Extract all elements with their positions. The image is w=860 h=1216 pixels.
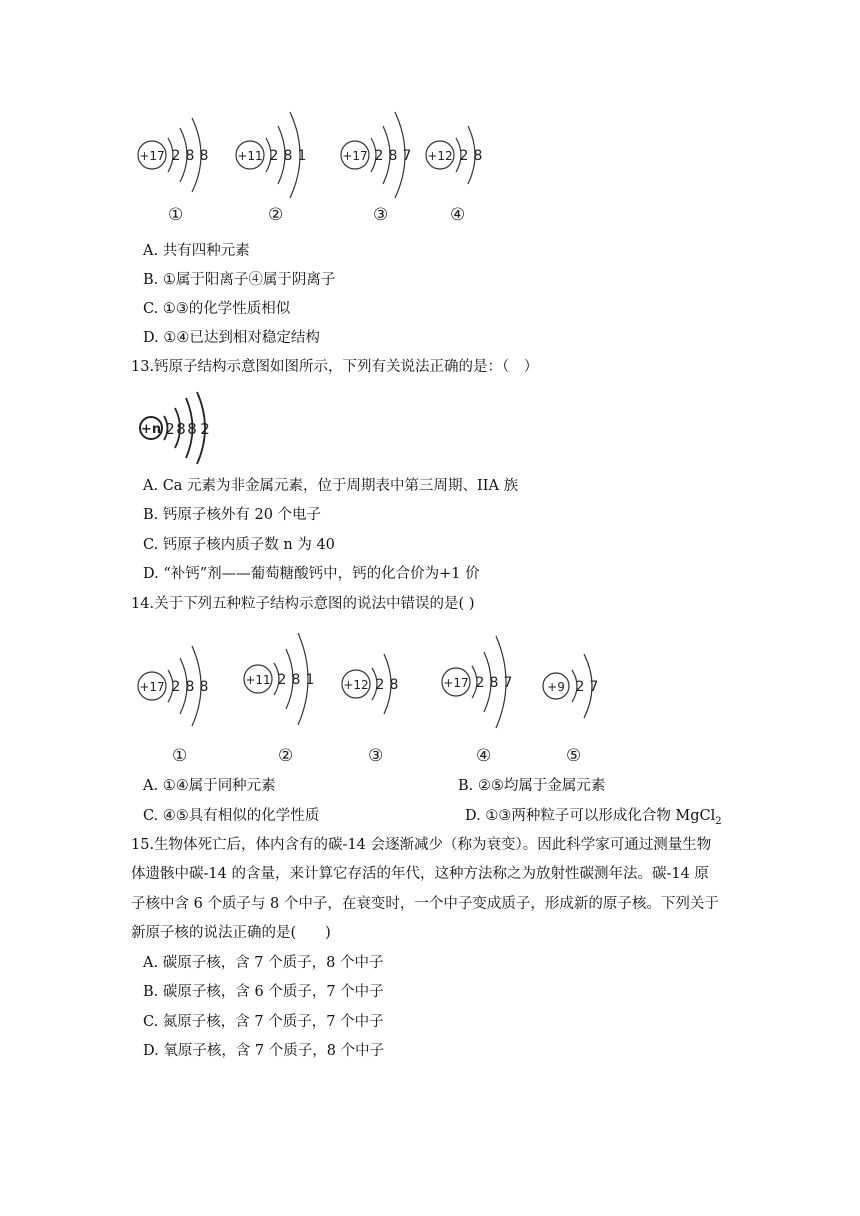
- svg-text:2: 2: [375, 677, 385, 693]
- q14-label-4: ④: [476, 746, 492, 766]
- svg-text:2: 2: [575, 679, 585, 695]
- q13-stem: 13.钙原子结构示意图如图所示，下列有关说法正确的是：（ ）: [131, 359, 539, 375]
- q15-option-c: C. 氮原子核，含 7 个质子，7 个中子: [143, 1014, 384, 1030]
- q12-option-c: C. ①③的化学性质相似: [143, 301, 291, 317]
- svg-text:2: 2: [171, 679, 181, 695]
- q14-option-d-text: D. ①③两种粒子可以形成化合物 MgCl: [465, 808, 716, 824]
- q14-label-5: ⑤: [566, 746, 582, 766]
- svg-text:2: 2: [200, 420, 210, 438]
- svg-text:2: 2: [171, 148, 181, 164]
- svg-text:+n: +n: [140, 422, 162, 437]
- q12-option-d: D. ①④已达到相对稳定结构: [143, 330, 320, 346]
- svg-text:+12: +12: [427, 149, 453, 163]
- svg-text:7: 7: [503, 675, 513, 691]
- svg-text:2: 2: [277, 672, 287, 688]
- svg-text:2: 2: [459, 148, 469, 164]
- svg-text:8: 8: [176, 420, 186, 438]
- atom-diagram-1: [130, 100, 230, 210]
- svg-text:+17: +17: [139, 680, 165, 694]
- diagram-label-3: ③: [373, 205, 389, 225]
- svg-text:8: 8: [389, 677, 399, 693]
- q15-stem-line-3: 子核中含 6 个质子与 8 个中子，在衰变时，一个中子变成质子，形成新的原子核。下列关于: [131, 896, 719, 912]
- q14-atom-diagram-3: [336, 630, 416, 740]
- q14-atom-diagram-5: [538, 632, 618, 742]
- q13-option-c: C. 钙原子核内质子数 n 为 40: [143, 537, 335, 553]
- q14-label-3: ③: [368, 746, 384, 766]
- q12-diagram-row: [130, 100, 490, 210]
- calcium-atom-diagram: [135, 388, 225, 468]
- q15-stem-line-1: 15.生物体死亡后，体内含有的碳-14 会逐渐减少（称为衰变）。因此科学家可通过测量生物: [131, 837, 712, 853]
- svg-text:2: 2: [269, 148, 279, 164]
- svg-text:8: 8: [473, 148, 483, 164]
- svg-text:+17: +17: [342, 149, 368, 163]
- q14-label-2: ②: [278, 746, 294, 766]
- q13-option-a: A. Ca 元素为非金属元素，位于周期表中第三周期、IIA 族: [143, 478, 519, 494]
- q14-label-1: ①: [172, 746, 188, 766]
- svg-text:7: 7: [589, 679, 599, 695]
- q15-option-b: B. 碳原子核，含 6 个质子，7 个中子: [143, 984, 384, 1000]
- svg-text:+17: +17: [443, 676, 469, 690]
- q14-option-b: B. ②⑤均属于金属元素: [458, 778, 606, 794]
- q12-option-a: A. 共有四种元素: [143, 243, 250, 259]
- svg-text:+17: +17: [139, 149, 165, 163]
- q15-option-a: A. 碳原子核，含 7 个质子，8 个中子: [143, 955, 384, 971]
- svg-text:7: 7: [402, 148, 412, 164]
- q12-option-b: B. ①属于阳离子④属于阴离子: [143, 272, 336, 288]
- q14-atom-diagram-4: [436, 628, 536, 738]
- svg-text:+12: +12: [343, 678, 369, 692]
- q15-stem-line-2: 体遗骸中碳-14 的含量，来计算它存活的年代，这种方法称之为放射性碳测年法。碳-14 原: [131, 866, 709, 882]
- svg-text:+11: +11: [245, 673, 271, 687]
- svg-text:8: 8: [185, 148, 195, 164]
- q15-stem-line-4: 新原子核的说法正确的是( ): [131, 925, 331, 941]
- svg-text:8: 8: [489, 675, 499, 691]
- svg-text:1: 1: [297, 148, 307, 164]
- svg-text:8: 8: [185, 679, 195, 695]
- q15-option-d: D. 氧原子核，含 7 个质子，8 个中子: [143, 1043, 385, 1059]
- atom-diagram-4: [420, 100, 500, 210]
- svg-text:8: 8: [199, 148, 209, 164]
- q14-stem: 14.关于下列五种粒子结构示意图的说法中错误的是( ): [131, 596, 475, 612]
- svg-text:8: 8: [199, 679, 209, 695]
- q14-option-c: C. ④⑤具有相似的化学性质: [143, 808, 320, 824]
- svg-text:2: 2: [475, 675, 485, 691]
- svg-text:8: 8: [388, 148, 398, 164]
- q13-option-b: B. 钙原子核外有 20 个电子: [143, 507, 322, 523]
- q13-option-d: D. “补钙”剂——葡萄糖酸钙中，钙的化合价为+1 价: [143, 566, 480, 582]
- q14-option-d-subscript: 2: [715, 815, 722, 827]
- svg-text:2: 2: [374, 148, 384, 164]
- q14-option-d: [465, 806, 722, 832]
- diagram-label-1: ①: [168, 205, 184, 225]
- q14-option-a: A. ①④属于同种元素: [143, 778, 276, 794]
- svg-text:8: 8: [291, 672, 301, 688]
- svg-text:+9: +9: [547, 680, 565, 694]
- diagram-label-2: ②: [268, 205, 284, 225]
- svg-text:+11: +11: [237, 149, 263, 163]
- svg-text:8: 8: [187, 420, 197, 438]
- q14-atom-diagram-2: [238, 625, 338, 735]
- diagram-label-4: ④: [450, 205, 466, 225]
- q14-atom-diagram-1: [130, 632, 230, 742]
- svg-text:8: 8: [283, 148, 293, 164]
- atom-diagram-2: [230, 100, 330, 210]
- svg-text:1: 1: [305, 672, 315, 688]
- svg-text:2: 2: [165, 420, 175, 438]
